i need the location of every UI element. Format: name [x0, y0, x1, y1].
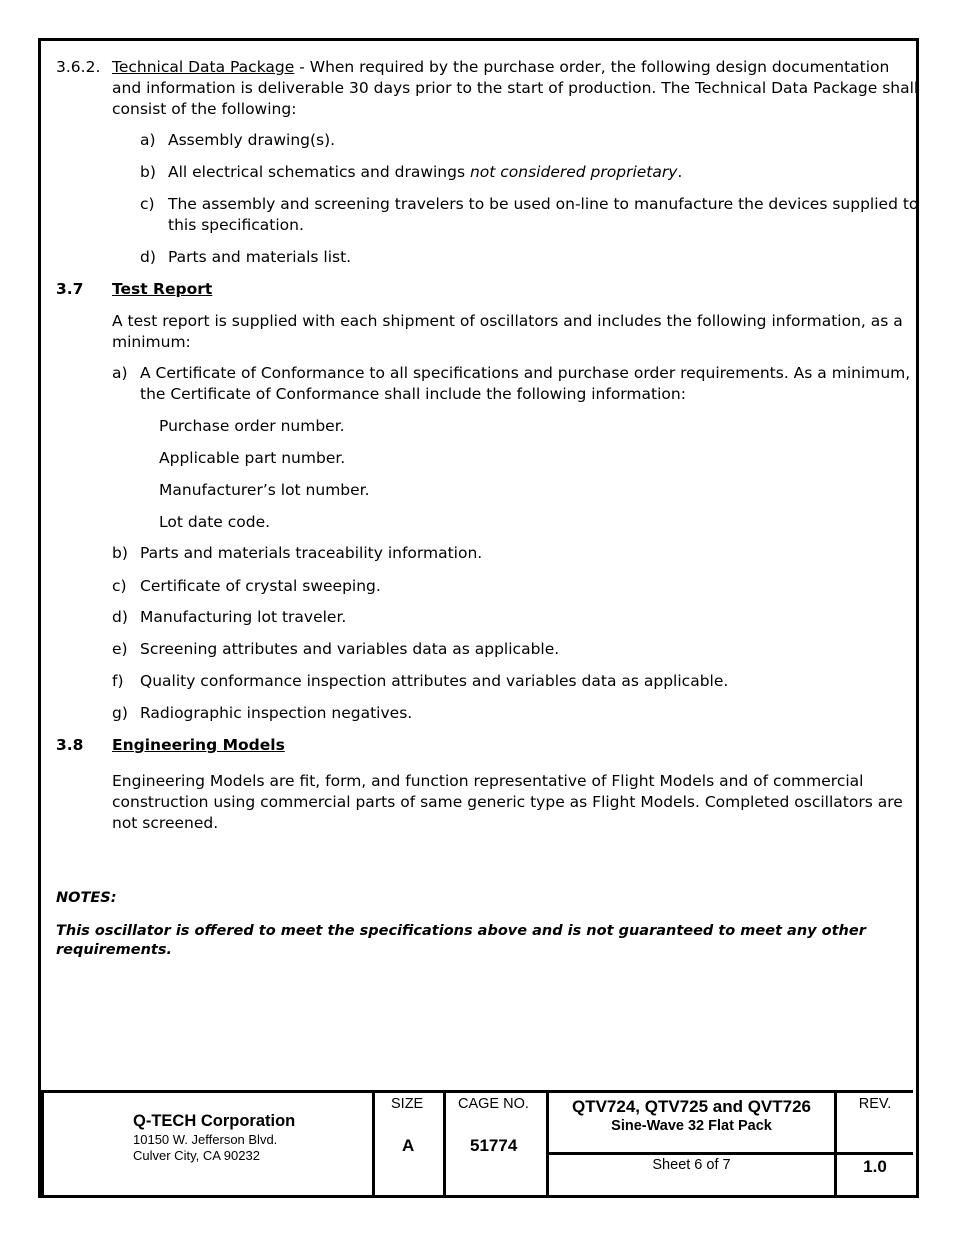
section-title: Technical Data Package	[112, 58, 295, 76]
list-item: Assembly drawing(s).	[168, 131, 336, 149]
size-value: A	[402, 1136, 415, 1155]
sub-item: Purchase order number.	[159, 417, 345, 435]
sheet-number: Sheet 6 of 7	[652, 1157, 731, 1173]
company-address: Culver City, CA 90232	[133, 1148, 260, 1163]
section-intro-line: minimum:	[112, 333, 191, 351]
list-item: Manufacturing lot traveler.	[140, 608, 347, 626]
notes-text: This oscillator is offered to meet the specifications above and is not guaranteed to meet any other	[56, 923, 866, 939]
list-item-text: All electrical schematics and drawings	[168, 163, 470, 181]
list-marker: c)	[140, 195, 155, 213]
notes-text: requirements.	[56, 942, 172, 958]
list-item: Certificate of crystal sweeping.	[140, 577, 381, 595]
cage-value: 51774	[470, 1136, 518, 1155]
divider	[41, 1093, 44, 1195]
paragraph-line: not screened.	[112, 814, 219, 832]
section-number: 3.6.2.	[56, 58, 101, 76]
paragraph-line: construction using commercial parts of same generic type as Flight Models. Completed oscillators are	[112, 793, 903, 811]
list-item: Radiographic inspection negatives.	[140, 704, 413, 722]
list-item-italic: not considered proprietary	[469, 163, 678, 181]
list-marker: b)	[140, 163, 156, 181]
paragraph-line: Engineering Models are fit, form, and function representative of Flight Models and of commercial	[112, 772, 864, 790]
title-block	[41, 1090, 913, 1198]
section-intro-line: and information is deliverable 30 days prior to the start of production. The Technical Data Package shall	[112, 79, 919, 97]
notes-heading: NOTES:	[56, 890, 117, 906]
list-item: Quality conformance inspection attributes and variables data as applicable.	[140, 672, 729, 690]
document-subtitle: Sine-Wave 32 Flat Pack	[611, 1118, 772, 1134]
section-intro-line	[112, 57, 889, 78]
section-intro-line: consist of the following:	[112, 100, 297, 118]
size-label: SIZE	[391, 1096, 424, 1112]
document-title: QTV724, QTV725 and QVT726	[571, 1097, 812, 1116]
list-marker: f)	[112, 672, 124, 690]
list-item-period: .	[677, 163, 683, 181]
list-marker: c)	[112, 577, 127, 595]
rev-value: 1.0	[863, 1157, 887, 1176]
section-title: Test Report	[112, 280, 213, 298]
list-item: Screening attributes and variables data as applicable.	[140, 640, 560, 658]
sub-item: Lot date code.	[159, 513, 271, 531]
sub-item: Manufacturer’s lot number.	[159, 481, 370, 499]
list-marker: a)	[140, 131, 156, 149]
company-address: 10150 W. Jefferson Blvd.	[133, 1132, 278, 1147]
company-name: Q-TECH Corporation	[133, 1112, 296, 1130]
list-item: Parts and materials list.	[168, 248, 352, 266]
list-item: A Certificate of Conformance to all specifications and purchase order requirements. As a minimum,	[140, 364, 911, 382]
section-title: Engineering Models	[112, 736, 285, 754]
list-marker: g)	[112, 704, 128, 722]
list-item-continuation: this specification.	[168, 216, 304, 234]
sub-item: Applicable part number.	[159, 449, 346, 467]
list-item: The assembly and screening travelers to be used on-line to manufacture the devices supplied to	[168, 195, 919, 213]
rev-label: REV.	[858, 1096, 892, 1112]
section-number: 3.7	[56, 280, 84, 298]
list-marker: e)	[112, 640, 128, 658]
list-item: Parts and materials traceability information.	[140, 544, 483, 562]
divider	[372, 1093, 375, 1195]
section-intro-text: - When required by the purchase order, the following design documentation	[294, 58, 890, 76]
divider	[443, 1093, 446, 1195]
section-number: 3.8	[56, 736, 84, 754]
list-marker: b)	[112, 544, 128, 562]
section-intro-line: A test report is supplied with each shipment of oscillators and includes the following information, as a	[112, 312, 903, 330]
list-item-continuation: the Certificate of Conformance shall include the following information:	[140, 385, 686, 403]
list-marker: d)	[112, 608, 128, 626]
divider	[546, 1152, 913, 1155]
list-marker: a)	[112, 364, 128, 382]
list-item	[168, 162, 682, 183]
cage-label: CAGE NO.	[458, 1096, 529, 1112]
list-marker: d)	[140, 248, 156, 266]
